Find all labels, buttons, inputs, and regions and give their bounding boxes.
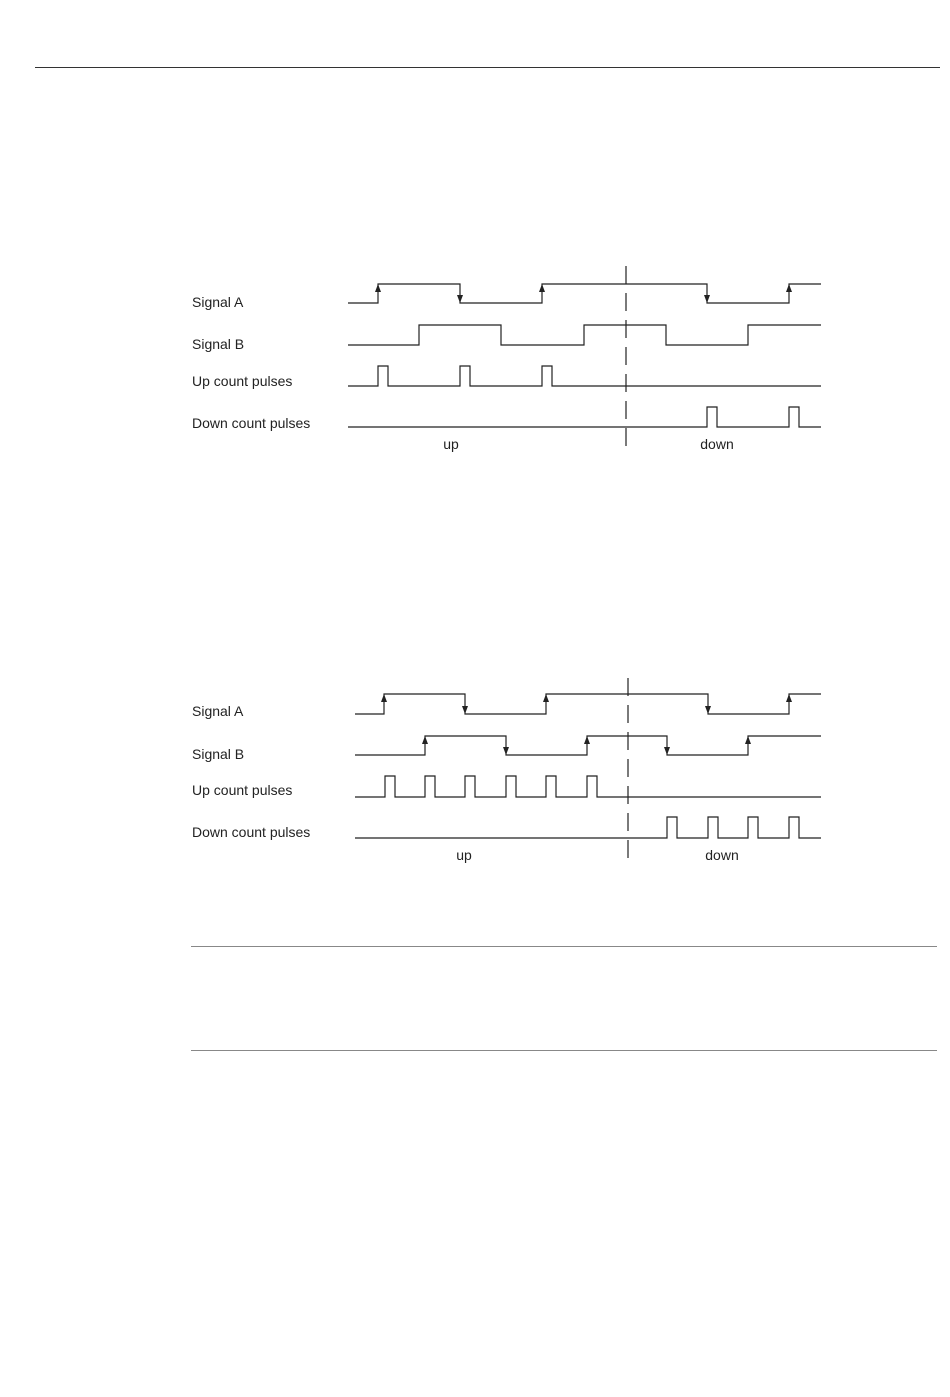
separator-rule-2 [191, 1050, 937, 1051]
edge-arrow-up-icon [786, 694, 792, 702]
signal-b-label: Signal B [192, 336, 245, 352]
edge-arrow-up-icon [543, 694, 549, 702]
signal-a-waveform [355, 694, 821, 714]
direction-down-label: down [705, 847, 739, 863]
up-count-waveform [355, 776, 821, 797]
direction-down-label: down [700, 436, 734, 452]
down-count-waveform [355, 817, 821, 838]
up-count-pulses-label: Up count pulses [192, 782, 293, 798]
edge-arrow-up-icon [422, 736, 428, 744]
edge-arrow-down-icon [503, 747, 509, 755]
direction-up-label: up [456, 847, 472, 863]
edge-arrow-up-icon [745, 736, 751, 744]
down-count-pulses-label: Down count pulses [192, 415, 311, 431]
edge-arrow-up-icon [381, 694, 387, 702]
separator-rule-1 [191, 946, 937, 947]
up-count-pulses-label: Up count pulses [192, 373, 293, 389]
edge-arrow-up-icon [584, 736, 590, 744]
signal-b-label: Signal B [192, 746, 245, 762]
signal-a-label: Signal A [192, 294, 244, 310]
edge-arrow-down-icon [664, 747, 670, 755]
down-count-pulses-label: Down count pulses [192, 824, 311, 840]
edge-arrow-down-icon [462, 706, 468, 714]
signal-a-label: Signal A [192, 703, 244, 719]
edge-arrow-down-icon [705, 706, 711, 714]
direction-up-label: up [443, 436, 459, 452]
